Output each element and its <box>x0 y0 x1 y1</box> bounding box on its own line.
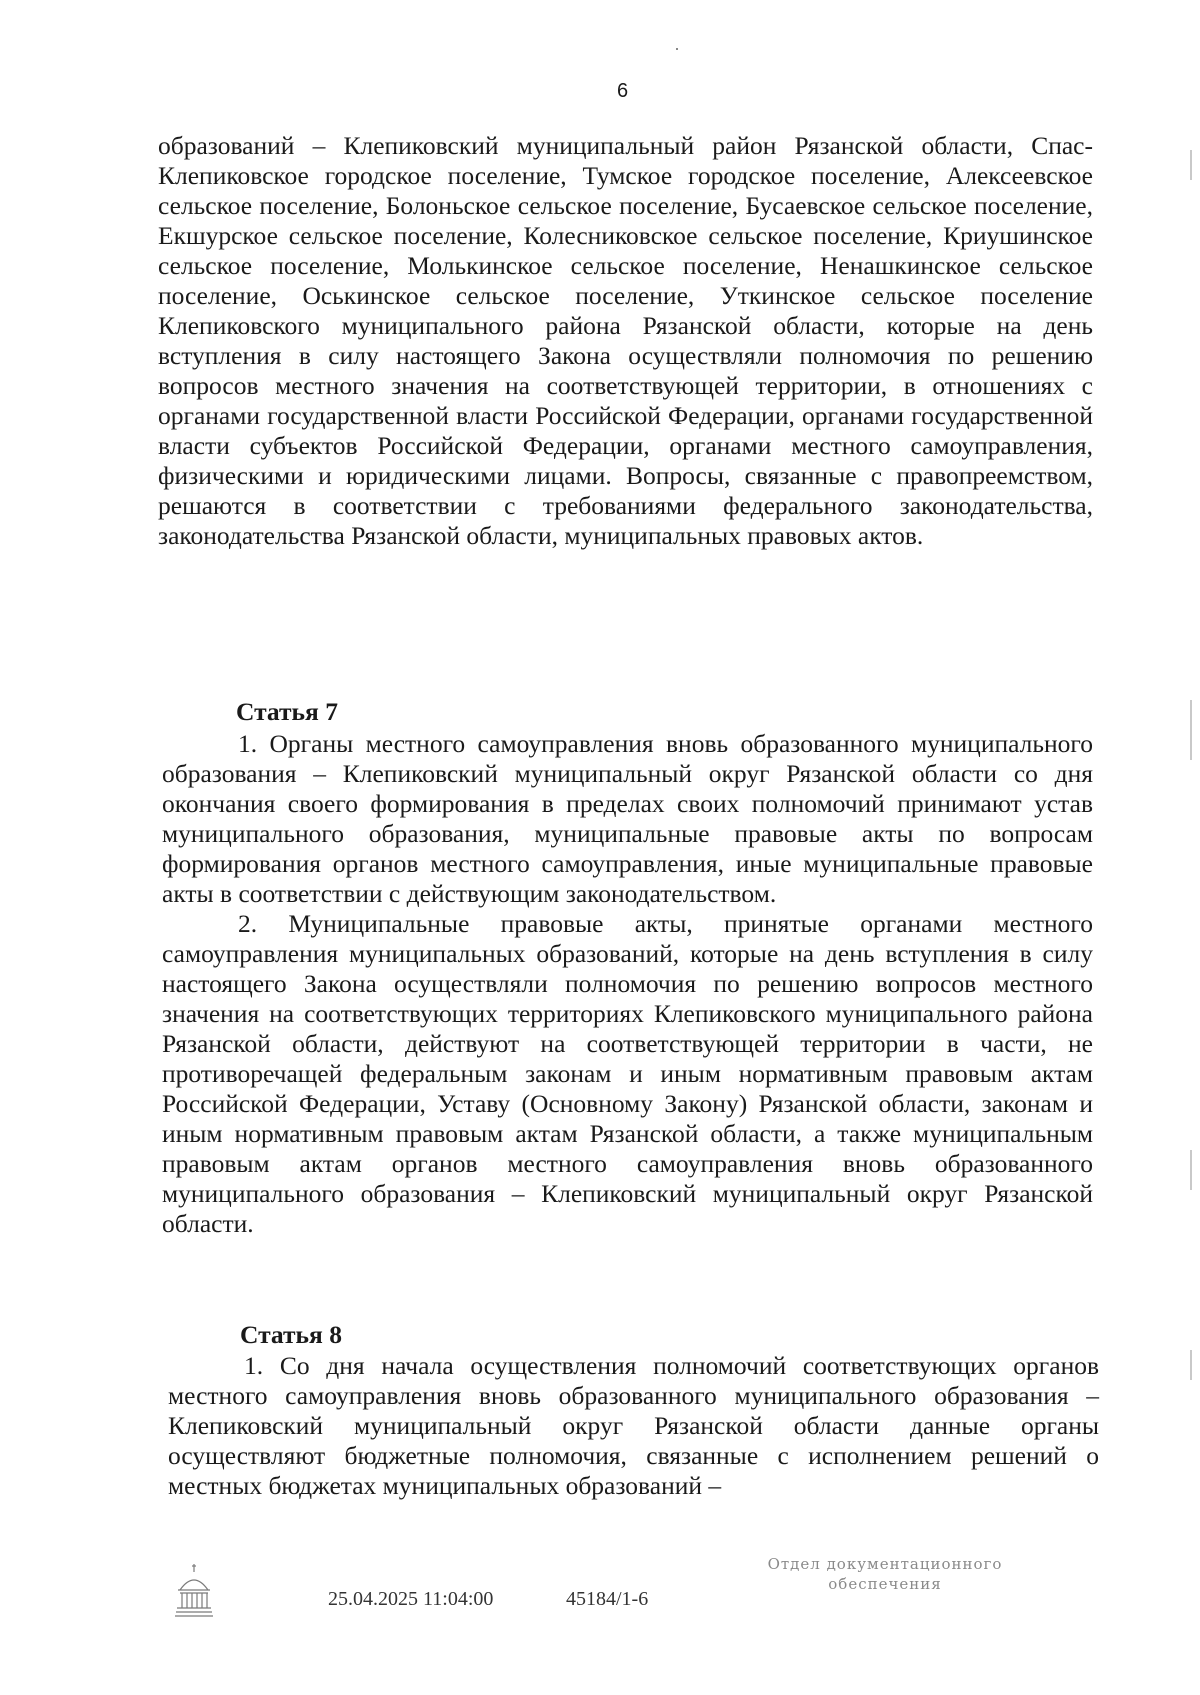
stamp-line-2: обеспечения <box>828 1575 942 1593</box>
continuation-text: образований – Клепиковский муниципальный район Рязанской области, Спас-Клепиковское городское поселение, Тумское городское поселение, Алексеевское сельское поселение, Болоньское сельское поселение, Бусаевское сельское поселение, Екшурское сельское поселение, Колесниковское сельское поселение, Криушинское сельское поселение, Молькинское сельское поселение, Ненашкинское сельское поселение, Оськинское сельское поселение, Уткинское сельское поселение Клепиковского муниципального района Рязанской области, которые на день вступления в силу настоящего Закона осуществляли полномочия по решению вопросов местного значения на соответствующей территории, в отношениях с органами государственной власти Российской Федерации, органами государственной власти субъектов Российской Федерации, органами местного самоуправления, физическими и юридическими лицами. Вопросы, связанные с правопреемством, решаются в соответствии с требованиями федерального законодательства, законодательства Рязанской области, муниципальных правовых актов. <box>158 131 1093 550</box>
scan-edge-mark <box>1190 700 1192 760</box>
scan-edge-mark <box>1190 150 1192 180</box>
scan-edge-mark <box>1190 1150 1192 1190</box>
duma-emblem-icon <box>172 1560 216 1620</box>
stamp-line-1: Отдел документационного <box>767 1555 1003 1573</box>
article-7-paragraph-2: 2. Муниципальные правовые акты, принятые органами местного самоуправления муниципальных образований, которые на день вступления в силу настоящего Закона осуществляли полномочия по решению вопросов местного значения на соответствующих территориях Клепиковского муниципального района Рязанской области, действуют на соответствующей территории в части, не противоречащей федеральным законам и иным нормативным правовым актам Российской Федерации, Уставу (Основному Закону) Рязанской области, законам и иным нормативным правовым актам Рязанской области, а также муниципальным правовым актам органов местного самоуправления вновь образованного муниципального образования – Клепиковский муниципальный округ Рязанской области. <box>162 909 1093 1238</box>
registry-stamp <box>730 1554 1040 1594</box>
article-8-paragraph-1: 1. Со дня начала осуществления полномочий соответствующих органов местного самоуправления вновь образованного муниципального образования – Клепиковский муниципальный округ Рязанской области данные органы осуществляют бюджетные полномочия, связанные с исполнением решений о местных бюджетах муниципальных образований – <box>168 1351 1099 1500</box>
article-8-heading: Статья 8 <box>240 1320 342 1349</box>
page-number: 6 <box>616 80 629 102</box>
footer-document-number: 45184/1-6 <box>566 1588 649 1610</box>
footer-datetime: 25.04.2025 11:04:00 <box>328 1588 494 1610</box>
article-7-body <box>162 729 1093 1239</box>
continuation-paragraph <box>158 131 1093 551</box>
scan-edge-mark <box>1190 1350 1192 1380</box>
article-8-body <box>168 1351 1099 1501</box>
article-7-paragraph-1: 1. Органы местного самоуправления вновь образованного муниципального образования – Клепиковский муниципальный округ Рязанской области со дня окончания своего формирования в пределах своих полномочий принимают устав муниципального образования, муниципальные правовые акты по вопросам формирования органов местного самоуправления, иные муниципальные правовые акты в соответствии с действующим законодательством. <box>162 729 1093 908</box>
scan-artifact <box>676 48 678 50</box>
article-7-heading: Статья 7 <box>236 697 338 726</box>
